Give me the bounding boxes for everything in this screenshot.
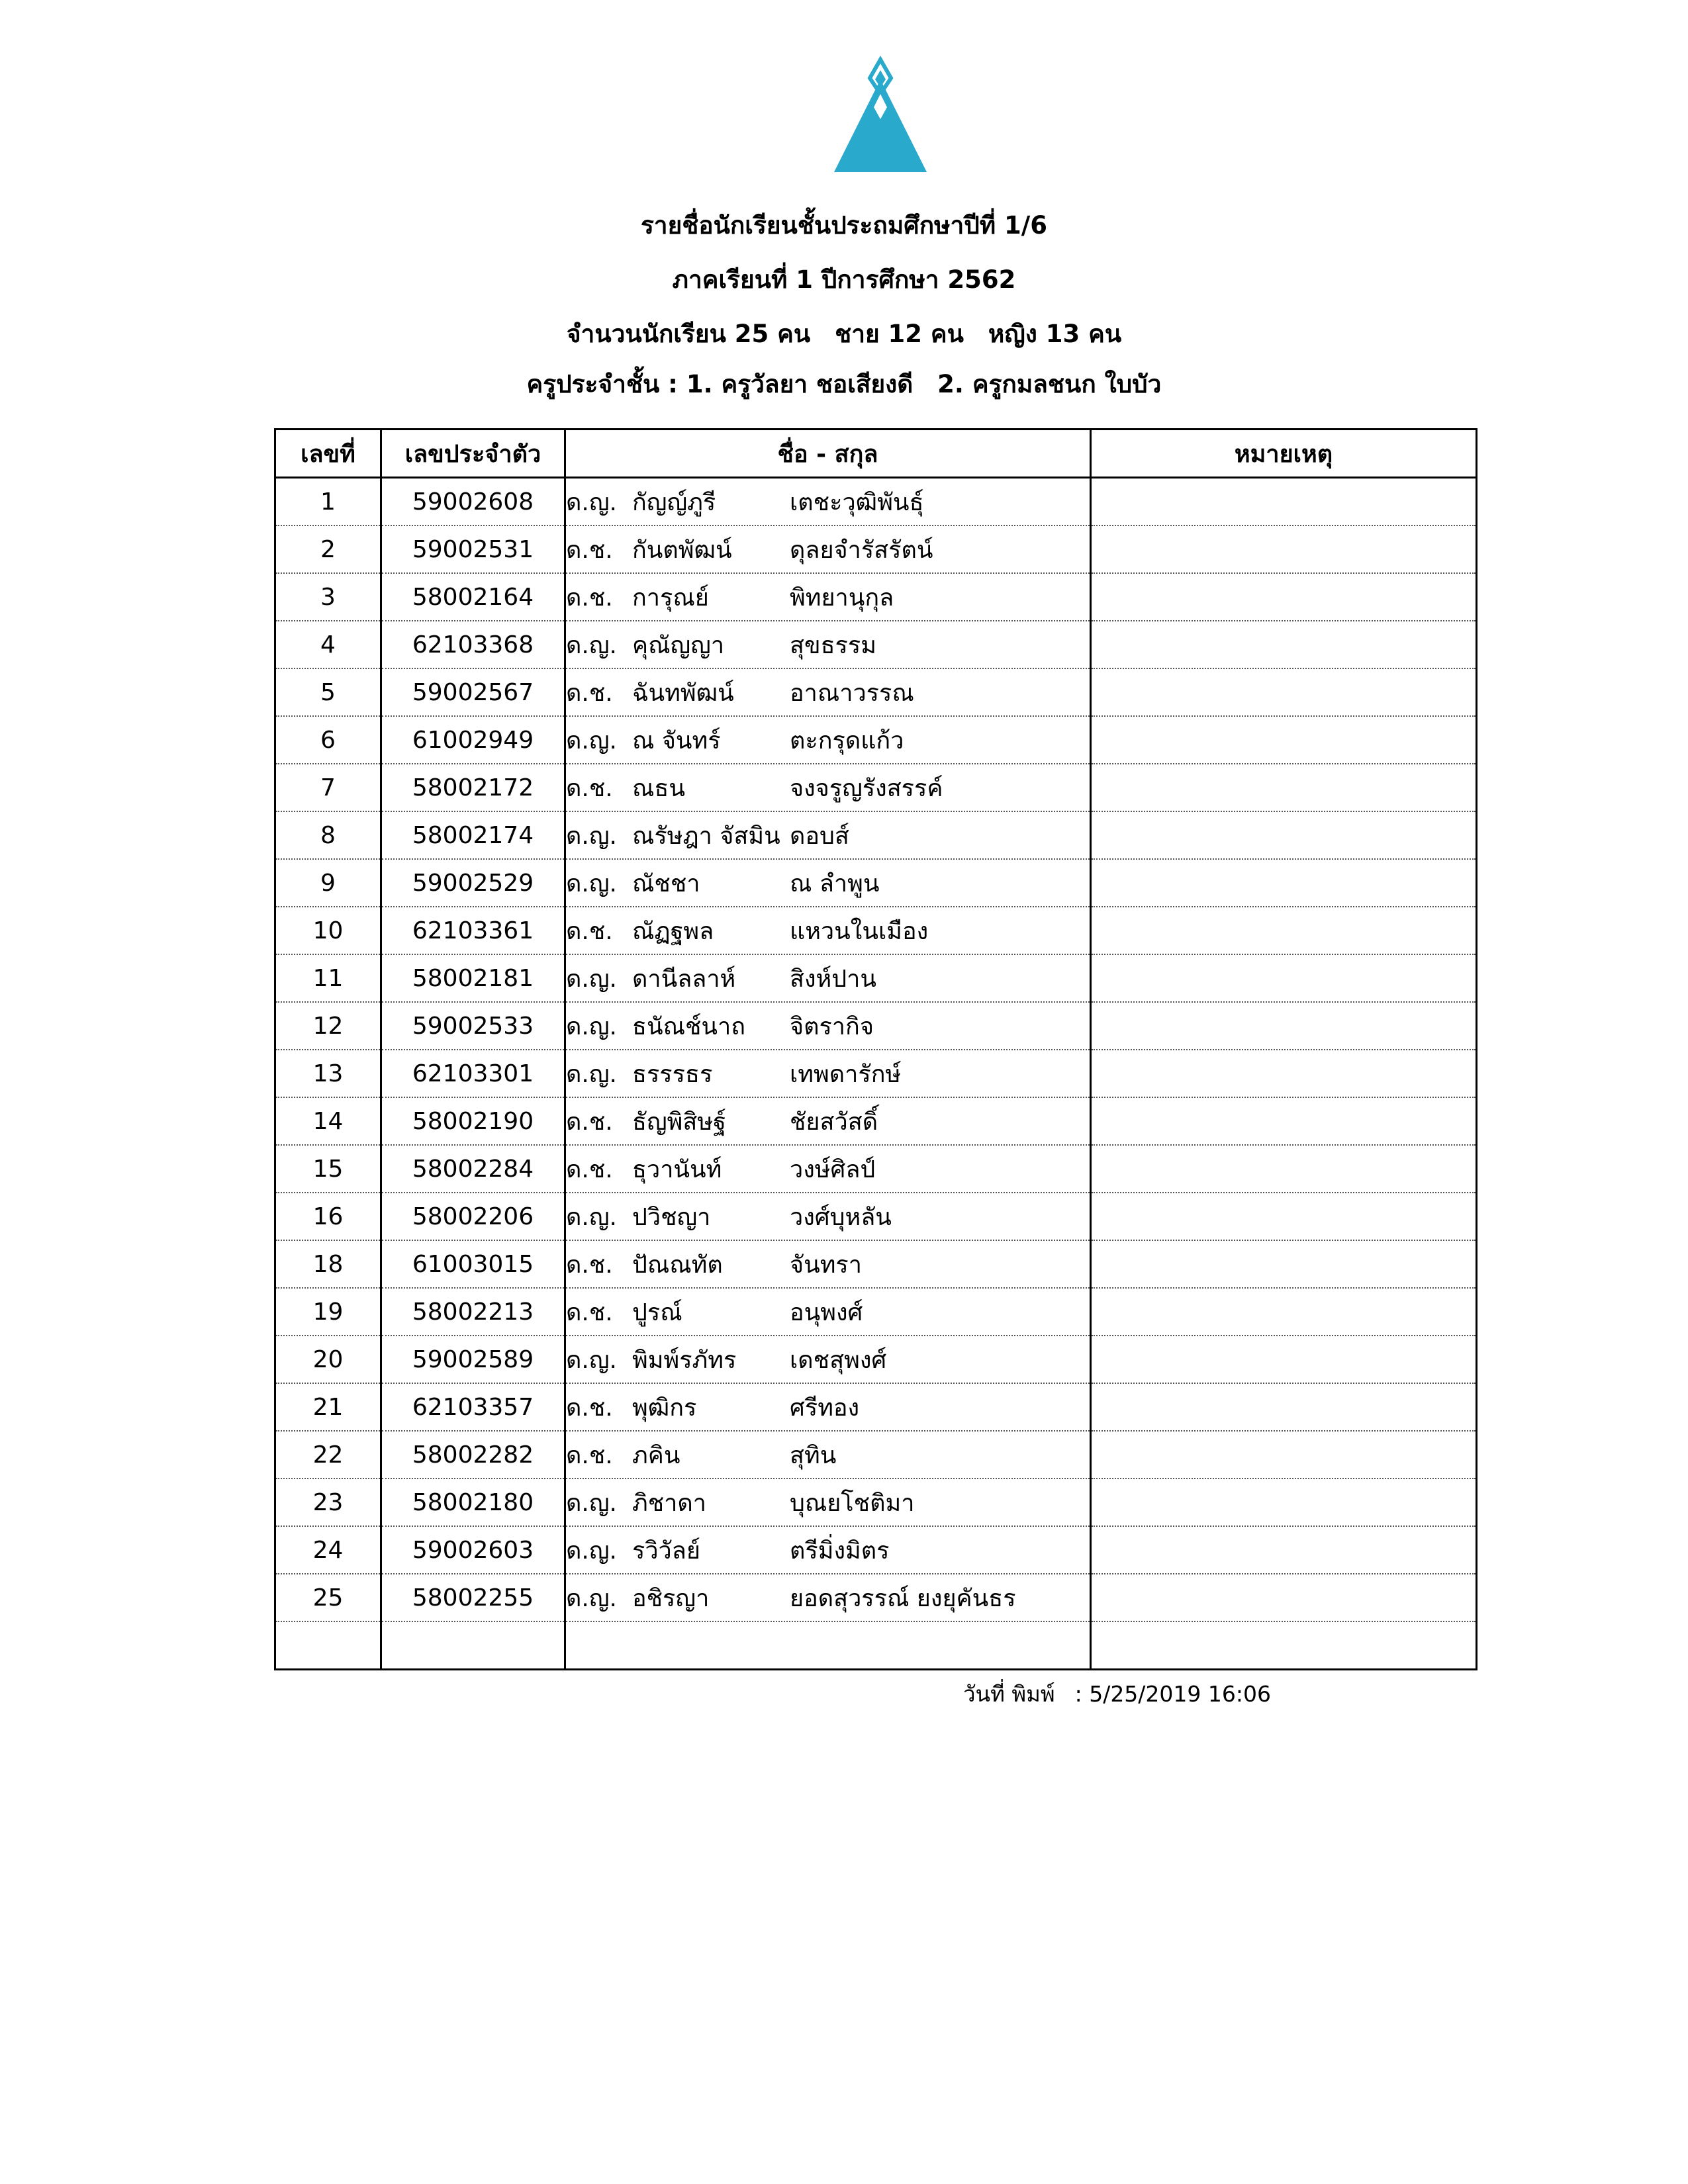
last-name: ชัยสวัสดิ์ <box>790 1108 878 1136</box>
cell-no: 16 <box>275 1193 381 1240</box>
cell-remark <box>1091 1479 1477 1526</box>
cell-student-id: 58002181 <box>381 954 565 1002</box>
cell-name <box>565 1431 1091 1479</box>
last-name: อาณาวรรณ <box>790 679 914 707</box>
cell-no: 4 <box>275 621 381 668</box>
name-prefix: ด.ญ. <box>566 1060 617 1088</box>
cell-no: 24 <box>275 1526 381 1574</box>
cell-remark <box>1091 1526 1477 1574</box>
table-row <box>275 1431 1477 1479</box>
last-name: ตรีมิ่งมิตร <box>790 1537 890 1565</box>
table-row <box>275 1193 1477 1240</box>
cell-student-id: 58002206 <box>381 1193 565 1240</box>
last-name: สุขธรรม <box>790 631 876 659</box>
first-name: ปูรณ์ <box>632 1298 682 1326</box>
table-row <box>275 1097 1477 1145</box>
first-name: ณธน <box>632 774 685 802</box>
cell-remark <box>1091 1240 1477 1288</box>
cell-student-id <box>381 1621 565 1670</box>
cell-student-id: 59002529 <box>381 859 565 907</box>
last-name: วงษ์ศิลป์ <box>790 1156 876 1183</box>
cell-no: 19 <box>275 1288 381 1336</box>
last-name: พิทยานุกุล <box>790 584 894 612</box>
last-name: ณ ลำพูน <box>790 870 880 897</box>
last-name: จงจรูญรังสรรค์ <box>790 774 943 802</box>
school-logo-icon <box>781 53 980 205</box>
last-name: ดุลยจำรัสรัตน์ <box>790 536 933 564</box>
first-name: ดานีลลาห์ <box>632 965 736 993</box>
cell-no: 20 <box>275 1336 381 1383</box>
first-name: ปัณณทัต <box>632 1251 723 1279</box>
cell-student-id: 61003015 <box>381 1240 565 1288</box>
cell-remark <box>1091 668 1477 716</box>
teacher-2: 2. ครูกมลชนก ใบบัว <box>937 370 1162 398</box>
cell-no: 2 <box>275 525 381 573</box>
table-row <box>275 525 1477 573</box>
cell-remark <box>1091 1002 1477 1050</box>
cell-student-id: 58002174 <box>381 811 565 859</box>
table-row <box>275 1145 1477 1193</box>
first-name: ณัฏฐพล <box>632 917 714 945</box>
first-name: ณัชชา <box>632 870 700 897</box>
cell-student-id: 58002164 <box>381 573 565 621</box>
table-row <box>275 1574 1477 1621</box>
first-name: ปวิชญา <box>632 1203 711 1231</box>
table-row <box>275 1050 1477 1097</box>
count-female: หญิง 13 คน <box>988 320 1122 348</box>
name-prefix: ด.ช. <box>566 1394 613 1422</box>
last-name: ศรีทอง <box>790 1394 860 1422</box>
name-prefix: ด.ช. <box>566 1156 613 1183</box>
name-prefix: ด.ญ. <box>566 965 617 993</box>
first-name: รวิวัลย์ <box>632 1537 700 1565</box>
table-row <box>275 811 1477 859</box>
name-prefix: ด.ญ. <box>566 1203 617 1231</box>
name-prefix: ด.ช. <box>566 1251 613 1279</box>
cell-name <box>565 1574 1091 1621</box>
cell-remark <box>1091 1097 1477 1145</box>
cell-student-id: 58002284 <box>381 1145 565 1193</box>
last-name: อนุพงศ์ <box>790 1298 863 1326</box>
cell-no: 15 <box>275 1145 381 1193</box>
first-name: อชิรญา <box>632 1584 710 1612</box>
cell-name <box>565 811 1091 859</box>
last-name: บุณยโชติมา <box>790 1489 915 1517</box>
cell-student-id: 61002949 <box>381 716 565 764</box>
cell-name <box>565 573 1091 621</box>
cell-name <box>565 859 1091 907</box>
last-name: แหวนในเมือง <box>790 917 929 945</box>
cell-student-id: 59002567 <box>381 668 565 716</box>
student-count <box>0 322 1688 346</box>
cell-remark <box>1091 1145 1477 1193</box>
cell-student-id: 58002172 <box>381 764 565 811</box>
name-prefix: ด.ญ. <box>566 1013 617 1040</box>
header-no: เลขที่ <box>275 430 381 478</box>
first-name: พิมพ์รภัทร <box>632 1346 737 1374</box>
table-row <box>275 954 1477 1002</box>
cell-name <box>565 621 1091 668</box>
cell-student-id: 58002190 <box>381 1097 565 1145</box>
last-name: จิตรากิจ <box>790 1013 874 1040</box>
print-date-value: : 5/25/2019 16:06 <box>1074 1681 1271 1707</box>
name-prefix: ด.ช. <box>566 679 613 707</box>
last-name: เตชะวุฒิพันธุ์ <box>790 488 924 516</box>
cell-student-id: 62103361 <box>381 907 565 954</box>
last-name: วงศ์บุหลัน <box>790 1203 892 1231</box>
table-row <box>275 764 1477 811</box>
header-student-id: เลขประจำตัว <box>381 430 565 478</box>
last-name: จันทรา <box>790 1251 862 1279</box>
cell-remark <box>1091 1050 1477 1097</box>
first-name: การุณย์ <box>632 584 709 612</box>
name-prefix: ด.ญ. <box>566 1489 617 1517</box>
name-prefix: ด.ช. <box>566 1108 613 1136</box>
cell-name <box>565 907 1091 954</box>
cell-remark <box>1091 1383 1477 1431</box>
table-row <box>275 1526 1477 1574</box>
cell-remark <box>1091 811 1477 859</box>
table-row <box>275 1240 1477 1288</box>
cell-no: 6 <box>275 716 381 764</box>
cell-name <box>565 1050 1091 1097</box>
name-prefix: ด.ญ. <box>566 1346 617 1374</box>
table-row <box>275 478 1477 526</box>
cell-name <box>565 1336 1091 1383</box>
name-prefix: ด.ช. <box>566 917 613 945</box>
school-logo <box>781 53 980 205</box>
cell-student-id: 58002255 <box>381 1574 565 1621</box>
name-prefix: ด.ญ. <box>566 631 617 659</box>
cell-remark <box>1091 1574 1477 1621</box>
cell-remark <box>1091 1336 1477 1383</box>
cell-no: 9 <box>275 859 381 907</box>
name-prefix: ด.ญ. <box>566 1537 617 1565</box>
name-prefix: ด.ช. <box>566 536 613 564</box>
cell-name <box>565 716 1091 764</box>
cell-no: 21 <box>275 1383 381 1431</box>
cell-no: 13 <box>275 1050 381 1097</box>
cell-student-id: 62103301 <box>381 1050 565 1097</box>
table-row <box>275 716 1477 764</box>
count-male: ชาย 12 คน <box>835 320 964 348</box>
cell-student-id: 62103368 <box>381 621 565 668</box>
first-name: ฉันทพัฒน์ <box>632 679 734 707</box>
cell-no: 1 <box>275 478 381 526</box>
first-name: ธัญพิสิษฐ์ <box>632 1108 726 1136</box>
cell-no: 14 <box>275 1097 381 1145</box>
table-row <box>275 859 1477 907</box>
cell-remark <box>1091 621 1477 668</box>
cell-student-id: 58002180 <box>381 1479 565 1526</box>
cell-student-id: 58002282 <box>381 1431 565 1479</box>
cell-no: 12 <box>275 1002 381 1050</box>
name-prefix: ด.ญ. <box>566 822 617 850</box>
cell-name <box>565 668 1091 716</box>
cell-name <box>565 478 1091 526</box>
cell-name <box>565 525 1091 573</box>
cell-no: 7 <box>275 764 381 811</box>
header-remark: หมายเหตุ <box>1091 430 1477 478</box>
cell-name <box>565 1097 1091 1145</box>
table-row <box>275 573 1477 621</box>
homeroom-teachers <box>0 372 1688 396</box>
table-body <box>275 478 1477 1670</box>
table-row <box>275 621 1477 668</box>
table-row <box>275 1288 1477 1336</box>
last-name: ยอดสุวรรณ์ ยงยุคันธร <box>790 1584 1016 1612</box>
last-name: ดอบส์ <box>790 822 849 850</box>
cell-name <box>565 1240 1091 1288</box>
cell-remark <box>1091 1193 1477 1240</box>
print-date-label: วันที่ พิมพ์ <box>963 1681 1055 1707</box>
first-name: ณรัษฎา จัสมิน <box>632 822 780 850</box>
cell-no: 10 <box>275 907 381 954</box>
cell-name <box>565 1288 1091 1336</box>
first-name: ธรรรธร <box>632 1060 713 1088</box>
first-name: ธนัณช์นาถ <box>632 1013 746 1040</box>
cell-student-id: 59002589 <box>381 1336 565 1383</box>
last-name: สุทิน <box>790 1441 837 1469</box>
cell-remark <box>1091 764 1477 811</box>
first-name: ภคิน <box>632 1441 680 1469</box>
cell-name <box>565 1145 1091 1193</box>
cell-no: 5 <box>275 668 381 716</box>
header-name: ชื่อ - สกุล <box>565 430 1091 478</box>
cell-remark <box>1091 1431 1477 1479</box>
page-title: รายชื่อนักเรียนชั้นประถมศึกษาปีที่ 1/6 <box>640 211 1048 240</box>
cell-no: 18 <box>275 1240 381 1288</box>
print-date <box>963 1676 1271 1711</box>
cell-student-id: 59002531 <box>381 525 565 573</box>
name-prefix: ด.ช. <box>566 1298 613 1326</box>
name-prefix: ด.ญ. <box>566 870 617 897</box>
cell-remark <box>1091 716 1477 764</box>
name-prefix: ด.ช. <box>566 584 613 612</box>
last-name: เดชสุพงศ์ <box>790 1346 887 1374</box>
last-name: สิงห์ปาน <box>790 965 876 993</box>
first-name: กัญญ์ภูรี <box>632 488 716 516</box>
name-prefix: ด.ญ. <box>566 1584 617 1612</box>
cell-remark <box>1091 525 1477 573</box>
teacher-1: ครูประจำชั้น : 1. ครูวัลยา ชอเสียงดี <box>526 370 914 398</box>
cell-remark <box>1091 1621 1477 1670</box>
last-name: ตะกรุดแก้ว <box>790 727 904 754</box>
table-row <box>275 907 1477 954</box>
first-name: คุณัญญา <box>632 631 725 659</box>
name-prefix: ด.ญ. <box>566 488 617 516</box>
cell-remark <box>1091 478 1477 526</box>
cell-student-id: 59002608 <box>381 478 565 526</box>
cell-no: 22 <box>275 1431 381 1479</box>
last-name: เทพดารักษ์ <box>790 1060 902 1088</box>
cell-name <box>565 1193 1091 1240</box>
table-row <box>275 1002 1477 1050</box>
cell-name <box>565 764 1091 811</box>
cell-no: 8 <box>275 811 381 859</box>
cell-no: 25 <box>275 1574 381 1621</box>
student-roster-table <box>274 428 1477 1670</box>
first-name: ณ จันทร์ <box>632 727 721 754</box>
name-prefix: ด.ช. <box>566 1441 613 1469</box>
table-row <box>275 668 1477 716</box>
name-prefix: ด.ช. <box>566 774 613 802</box>
name-prefix: ด.ญ. <box>566 727 617 754</box>
cell-name <box>565 1621 1091 1670</box>
cell-name <box>565 1479 1091 1526</box>
cell-student-id: 59002603 <box>381 1526 565 1574</box>
first-name: กันตพัฒน์ <box>632 536 732 564</box>
cell-no: 23 <box>275 1479 381 1526</box>
first-name: พุฒิกร <box>632 1394 697 1422</box>
first-name: ธุวานันท์ <box>632 1156 722 1183</box>
table-row <box>275 1479 1477 1526</box>
cell-remark <box>1091 1288 1477 1336</box>
cell-remark <box>1091 573 1477 621</box>
table-row-empty <box>275 1621 1477 1670</box>
cell-remark <box>1091 907 1477 954</box>
cell-remark <box>1091 859 1477 907</box>
cell-name <box>565 1526 1091 1574</box>
table-row <box>275 1336 1477 1383</box>
cell-no: 3 <box>275 573 381 621</box>
cell-no: 11 <box>275 954 381 1002</box>
cell-remark <box>1091 954 1477 1002</box>
cell-student-id: 59002533 <box>381 1002 565 1050</box>
cell-student-id: 58002213 <box>381 1288 565 1336</box>
cell-name <box>565 1002 1091 1050</box>
term-heading: ภาคเรียนที่ 1 ปีการศึกษา 2562 <box>672 265 1016 294</box>
count-total: จำนวนนักเรียน 25 คน <box>566 320 811 348</box>
table-row <box>275 1383 1477 1431</box>
cell-student-id: 62103357 <box>381 1383 565 1431</box>
table-header-row <box>275 430 1477 478</box>
first-name: ภิชาดา <box>632 1489 706 1517</box>
cell-no <box>275 1621 381 1670</box>
cell-name <box>565 954 1091 1002</box>
cell-name <box>565 1383 1091 1431</box>
